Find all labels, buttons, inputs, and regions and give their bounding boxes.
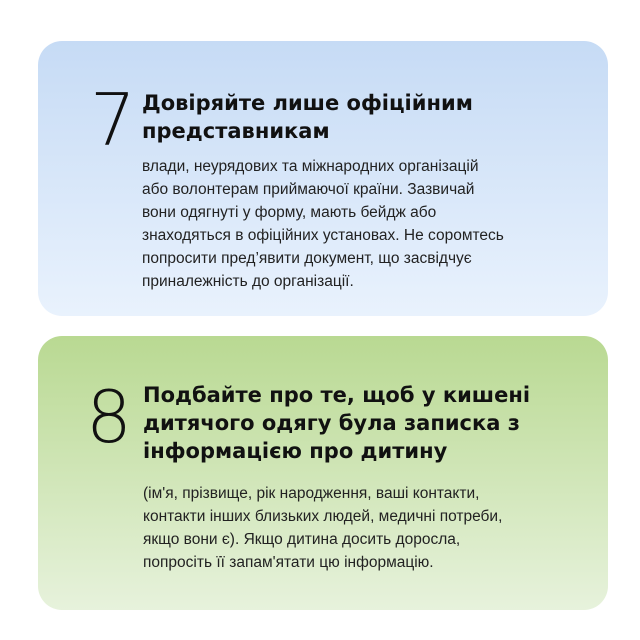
tip-card-8 xyxy=(38,336,608,610)
tip-card-7 xyxy=(38,41,608,316)
tip-body-8: (ім'я, прізвище, рік народження, ваші контакти, контакти інших близьких людей, медичні потреби, якщо вони є). Якщо дитина досить доросла, попросіть її запам'ятати цю інформацію. xyxy=(143,485,503,571)
tip-number-7: 7 xyxy=(90,78,134,162)
tip-body-7: влади, неурядових та міжнародних організацій або волонтерам приймаючої країни. Зазвичай вони одягнуті у форму, мають бейдж або знаходяться в офіційних установах. Не соромтесь попросити пред’явити документ, що засвідчує приналежність до організації. xyxy=(142,158,504,290)
tip-title-7: Довіряйте лише офіційним представникам xyxy=(142,91,473,143)
tip-number-8: 8 xyxy=(86,375,130,459)
tip-title-8: Подбайте про те, щоб у кишені дитячого одягу була записка з інформацією про дитину xyxy=(143,383,531,463)
